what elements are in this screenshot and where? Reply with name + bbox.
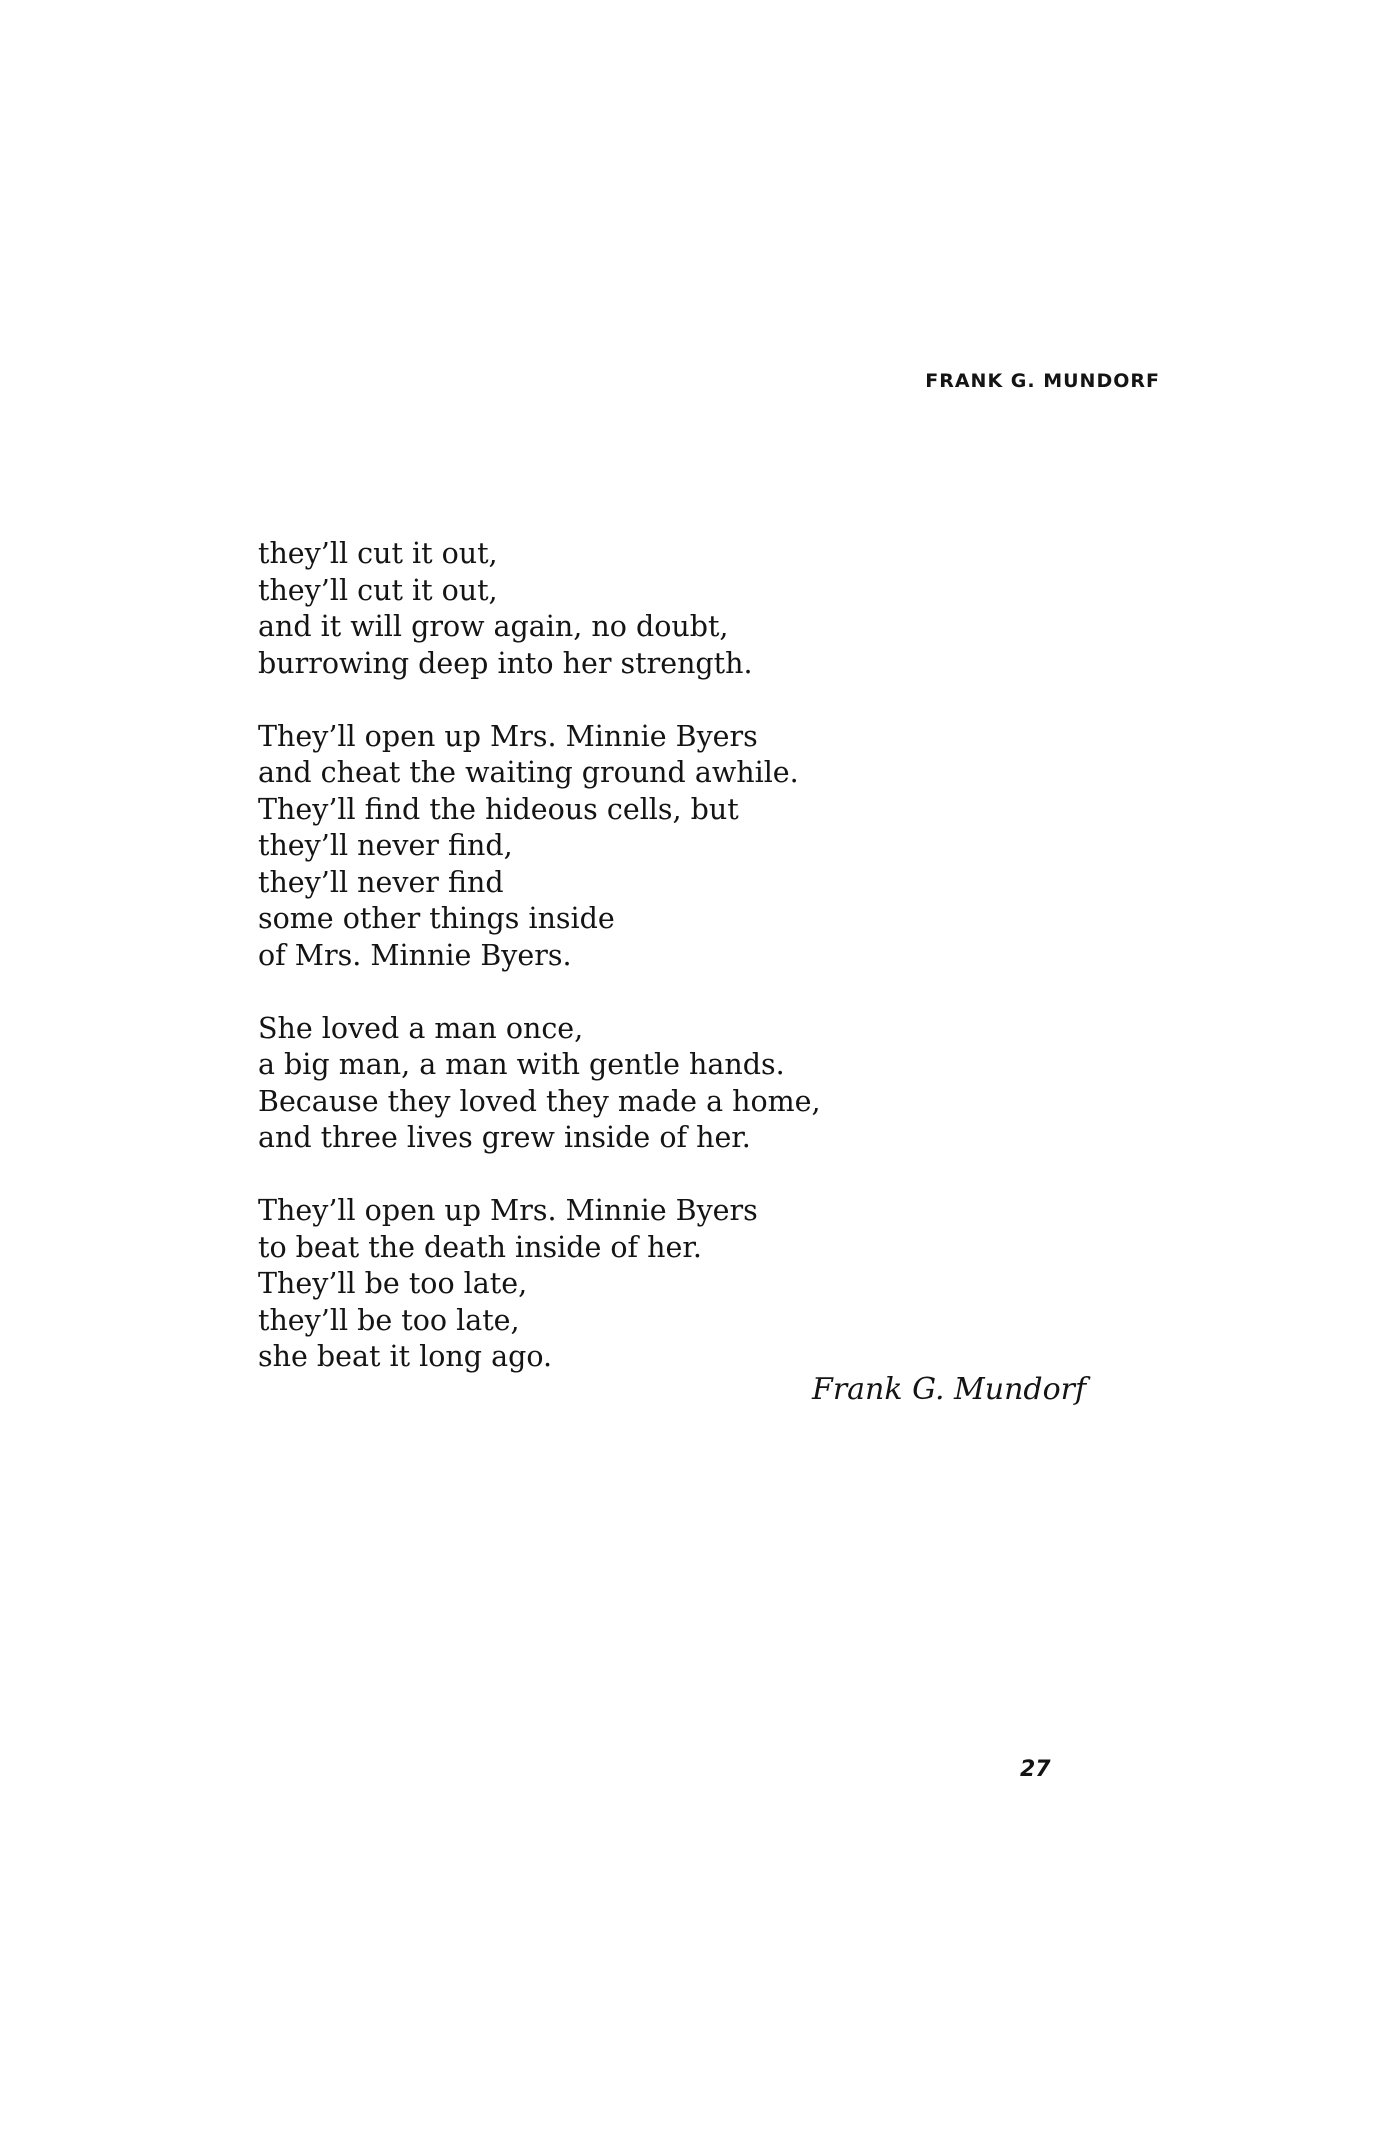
page-number: 27 [1020,1757,1051,1782]
poem-line: to beat the death inside of her. [258,1230,702,1264]
poem-line: and cheat the waiting ground awhile. [258,756,799,789]
poem-line: they’ll never find [258,865,504,899]
poem-line: some other things inside [258,902,615,935]
stanza-1 [258,536,958,682]
poem-line: They’ll find the hideous cells, but [258,792,739,826]
poem-line: a big man, a man with gentle hands. [258,1048,785,1081]
poem-line: They’ll open up Mrs. Minnie Byers [258,719,758,753]
running-head: FRANK G. MUNDORF [925,370,1160,392]
author-signature: Frank G. Mundorf [812,1372,1087,1407]
poem-line: She loved a man once, [258,1011,584,1045]
poem-body [258,536,958,1412]
stanza-4 [258,1193,958,1376]
stanza-3 [258,1011,958,1157]
poem-line: They’ll open up Mrs. Minnie Byers [258,1194,758,1227]
poem-line: and three lives grew inside of her. [258,1121,751,1154]
poem-line: they’ll never find, [258,829,513,862]
poem-line: she beat it long ago. [258,1340,553,1373]
stanza-2 [258,719,958,975]
poem-line: they’ll cut it out, [258,573,498,607]
poem-line: Because they loved they made a home, [258,1084,821,1118]
poem-line: and it will grow again, no doubt, [258,610,729,643]
poem-line: of Mrs. Minnie Byers. [258,938,572,972]
poem-line: burrowing deep into her strength. [258,646,753,680]
poem-line: they’ll cut it out, [258,537,498,570]
poem-line: They’ll be too late, [258,1267,528,1300]
poem-line: they’ll be too late, [258,1303,520,1337]
